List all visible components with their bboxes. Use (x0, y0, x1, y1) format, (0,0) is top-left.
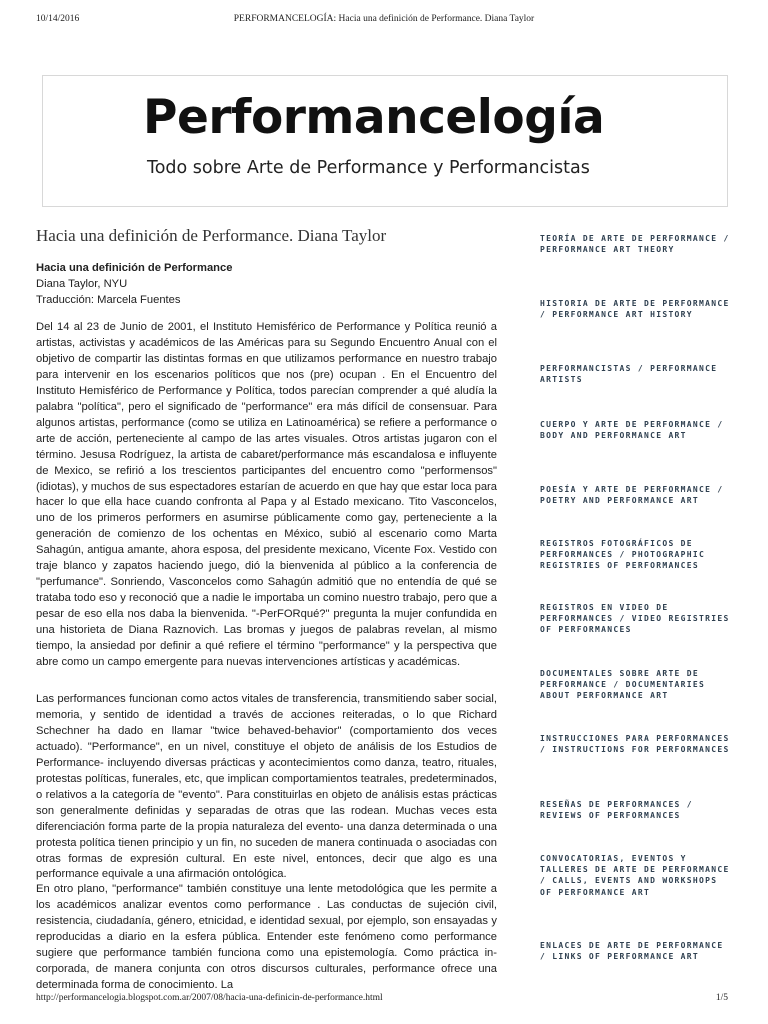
post-translator: Traducción: Marcela Fuentes (36, 294, 181, 306)
sidebar-label-link[interactable]: CUERPO Y ARTE DE PERFORMANCE / BODY AND PERFORMANCE ART (540, 420, 724, 441)
sidebar-label-link[interactable]: PERFORMANCISTAS / PERFORMANCE ARTISTS (540, 364, 718, 385)
print-document-title: PERFORMANCELOGÍA: Hacia una definición de Performance. Diana Taylor (233, 14, 535, 24)
post-paragraph (36, 692, 497, 883)
paragraph-text: Las performances funcionan como actos vitales de transferencia, transmitiendo saber social, memoria, y sentido de identidad a través de acciones reiteradas, o lo que Richard Schechner ha dado en llamar "twice behaved-behavior" (comportamiento dos veces actuado). "Performance", en un nivel, constituye el objeto de análisis de los Estudios de Performance- incluyendo diversas prácticas y acontecimientos como danza, teatro, rituales, protestas políticas, funerales, etc, que implican comportamientos teatrales, predeterminados, o relativos a la categoría de "evento". Para constituirlas en objeto de análisis estas prácticas son generalmente definidas y separadas de otras que las rodean. Muchas veces esta diferenciación forma parte de la propia naturaleza del evento- una danza determinada o una protesta política tienen principio y un fin, no suceden de manera continuada o asociadas con otras formas de expresión cultural. En este nivel, entonces, decir que algo es una performance equivale a una afirmación ontológica. (36, 693, 497, 881)
blog-header-banner[interactable] (42, 75, 728, 207)
print-header (0, 14, 768, 28)
site-name[interactable]: Performancelogía (143, 90, 605, 145)
print-date: 10/14/2016 (36, 14, 80, 24)
sidebar-label-link[interactable]: INSTRUCCIONES PARA PERFORMANCES / INSTRUCTIONS FOR PERFORMANCES (540, 734, 730, 755)
sidebar-label-link[interactable]: DOCUMENTALES SOBRE ARTE DE PERFORMANCE / DOCUMENTARIES ABOUT PERFORMANCE ART (540, 669, 706, 701)
sidebar-label-link[interactable]: ENLACES DE ARTE DE PERFORMANCE / LINKS OF PERFORMANCE ART (540, 941, 724, 962)
print-url: http://performancelogia.blogspot.com.ar/2007/08/hacia-una-definicin-de-performance.html (36, 993, 383, 1003)
post-author: Diana Taylor, NYU (36, 278, 128, 290)
sidebar-label-link[interactable]: REGISTROS FOTOGRÁFICOS DE PERFORMANCES / PHOTOGRAPHIC REGISTRIES OF PERFORMANCES (540, 539, 706, 571)
post-title: Hacia una definición de Performance. Diana Taylor (36, 226, 387, 245)
sidebar-label-link[interactable]: TEORÍA DE ARTE DE PERFORMANCE / PERFORMANCE ART THEORY (540, 234, 730, 255)
sidebar-label-link[interactable]: HISTORIA DE ARTE DE PERFORMANCE / PERFORMANCE ART HISTORY (540, 299, 730, 320)
paragraph-text: En otro plano, "performance" también constituye una lente metodológica que les permite a los académicos analizar eventos como performance . Las conductas de sujeción civil, resistencia, ciudadanía, género, etnicidad, e identidad sexual, por ejemplo, son ensayadas y reproducidas a diario en la esfera pública. Entender este fenómeno como performance sugiere que performance también funciona como una epistemología. Como práctica in-corporada, de manera conjunta con otros discursos culturales, performance ofrece una determinada forma de conocimiento. La (36, 883, 497, 991)
sidebar-label-link[interactable]: RESEÑAS DE PERFORMANCES / REVIEWS OF PERFORMANCES (540, 800, 693, 821)
sidebar-label-link[interactable]: REGISTROS EN VIDEO DE PERFORMANCES / VIDEO REGISTRIES OF PERFORMANCES (540, 603, 730, 635)
post-paragraph (36, 882, 497, 991)
sidebar-label-link[interactable]: POESÍA Y ARTE DE PERFORMANCE / POETRY AND PERFORMANCE ART (540, 485, 724, 506)
print-footer (0, 993, 768, 1007)
post-paragraph (36, 320, 497, 671)
page-number: 1/5 (715, 993, 728, 1003)
sidebar-label-link[interactable]: CONVOCATORIAS, EVENTOS Y TALLERES DE ARTE DE PERFORMANCE / CALLS, EVENTS AND WORKSHOPS OF PERFORMANCE ART (540, 854, 730, 897)
post-header (36, 260, 506, 308)
post-subtitle: Hacia una definición de Performance (36, 262, 233, 274)
paragraph-text: Del 14 al 23 de Junio de 2001, el Instituto Hemisférico de Performance y Política reunió a artistas, activistas y académicos de las Américas para su Segundo Encuentro Anual con el objetivo de compartir las distintas formas en que utilizamos performance en nuestro trabajo para intervenir en los escenarios políticos que nos (pre) ocupan . En el Encuentro del Instituto Hemisférico de Performance y Política, todos parecían comprender a qué aludía la palabra "política", pero el significado de "performance" era más difícil de consensuar. Para algunos artistas, performance (como se utiliza en Latinoamérica) se refiere a performance o arte de acción, perteneciente al campo de las artes visuales. Otros artistas jugaron con el término. Jesusa Rodríguez, la artista de cabaret/performance más escandalosa e influyente de Mexico, se refirió a los trescientos participantes del encuentro como "performensos" (idiotas), y muchos de sus espectadores estarían de acuerdo en que hay que estar loca para hacer lo que ella hace cuando confronta al Papa y al Estado mexicano. Tito Vasconcelos, uno de los primeros performers en asumirse públicamente como gay, perteneciente a la generación de comienzo de los ochentas en México, subió al escenario como Marta Sahagún, antigua amante, ahora esposa, del presidente mexicano, Vicente Fox. Vestido con traje blanco y zapatos haciendo juego, dió la bienvenida al público a la conferencia de "perfumance". Sonriendo, Vasconcelos como Sahagún admitió que no entendía de qué se trataba todo eso y reconoció que a nadie le importaba un comino nuestro trabajo, pero que a pesar de eso ella nos daba la bienvenida. "-PerFORqué?" pregunta la mujer confundida en una historieta de Diana Raznovich. Las bromas y juegos de palabras revelan, al mismo tiempo, la ansiedad por definir a qué refiere el término "performance" y la perspectiva que abre como un campo emergente para nuevas intervenciones artísticas y académicas. (36, 321, 497, 669)
site-tagline: Todo sobre Arte de Performance y Performancistas (147, 158, 590, 178)
